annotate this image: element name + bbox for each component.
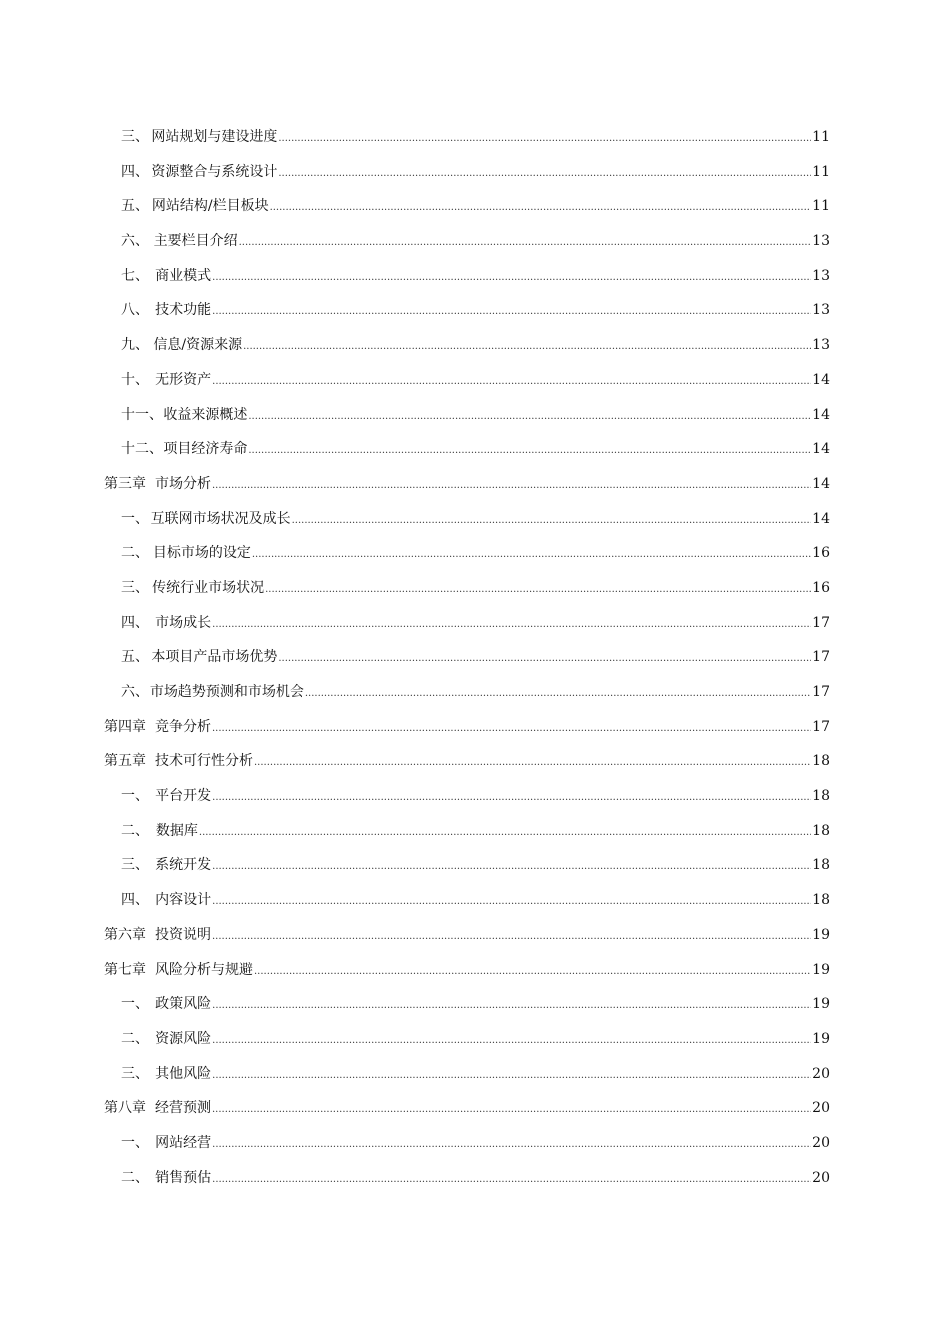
- toc-entry[interactable]: [104, 918, 830, 953]
- toc-entry-number: 十一、: [121, 406, 163, 423]
- toc-entry-page-number: 13: [812, 233, 830, 250]
- toc-dot-leader: [305, 675, 811, 712]
- toc-entry-title: 风险分析与规避: [155, 961, 253, 978]
- toc-entry-number: 十、: [121, 371, 149, 388]
- toc-entry[interactable]: [104, 987, 830, 1022]
- toc-entry-title: 互联网市场状况及成长: [150, 510, 291, 527]
- toc-entry[interactable]: [104, 1161, 830, 1196]
- toc-entry[interactable]: [104, 779, 830, 814]
- toc-entry-page-number: 17: [812, 684, 830, 700]
- toc-entry-title: 网站经营: [155, 1134, 212, 1151]
- toc-entry-title: 资源整合与系统设计: [151, 163, 278, 180]
- toc-entry-number: 一、: [121, 996, 149, 1013]
- toc-entry[interactable]: [104, 224, 830, 259]
- toc-entry-number: 第六章: [104, 926, 146, 943]
- toc-entry-title: 项目经济寿命: [163, 441, 248, 458]
- toc-dot-leader: [212, 883, 811, 920]
- toc-dot-leader: [212, 918, 811, 955]
- toc-entry-page-number: 19: [812, 961, 830, 978]
- toc-entry-title: 内容设计: [155, 892, 212, 909]
- toc-entry-number: 五、: [121, 649, 149, 666]
- toc-entry-page-number: 20: [812, 1065, 830, 1082]
- toc-entry-page-number: 20: [812, 1169, 830, 1186]
- toc-entry[interactable]: [104, 189, 830, 224]
- toc-entry-number: 一、: [121, 788, 149, 805]
- toc-entry-title: 政策风险: [155, 996, 212, 1013]
- toc-entry-title: 信息/资源来源: [153, 337, 243, 354]
- toc-entry-title: 目标市场的设定: [152, 545, 251, 562]
- toc-entry-number: 八、: [121, 302, 149, 319]
- toc-entry-number: 七、: [121, 267, 149, 284]
- toc-entry[interactable]: [104, 606, 830, 641]
- toc-entry[interactable]: [104, 710, 830, 745]
- toc-entry-title: 销售预估: [155, 1169, 212, 1186]
- toc-entry-number: 第三章: [104, 475, 146, 492]
- toc-entry[interactable]: [104, 328, 830, 363]
- toc-dot-leader: [212, 259, 811, 296]
- toc-entry-number: 一、: [121, 1134, 149, 1151]
- toc-entry-title: 数据库: [155, 822, 198, 839]
- toc-entry-page-number: 19: [812, 1030, 830, 1047]
- toc-entry[interactable]: [104, 571, 830, 606]
- toc-entry-page-number: 13: [812, 302, 830, 319]
- toc-entry-title: 网站结构/栏目板块: [151, 198, 269, 215]
- toc-entry-page-number: 16: [812, 579, 830, 596]
- toc-dot-leader: [278, 155, 811, 192]
- toc-entry-page-number: 18: [812, 788, 830, 805]
- toc-entry-number: 十二、: [121, 441, 163, 458]
- toc-entry-number: 一、: [121, 510, 149, 527]
- toc-entry-page-number: 17: [812, 649, 830, 666]
- toc-entry-number: 三、: [121, 857, 149, 874]
- toc-entry-title: 市场分析: [155, 475, 211, 492]
- toc-entry[interactable]: [104, 502, 830, 537]
- toc-entry-page-number: 19: [812, 926, 830, 943]
- toc-dot-leader: [252, 536, 811, 573]
- toc-dot-leader: [212, 1057, 811, 1094]
- toc-entry-page-number: 14: [812, 510, 830, 527]
- toc-dot-leader: [278, 120, 811, 157]
- toc-entry-number: 三、: [121, 129, 149, 145]
- toc-entry-page-number: 18: [812, 822, 830, 839]
- toc-entry-number: 二、: [121, 1030, 149, 1047]
- toc-entry-page-number: 20: [812, 1134, 830, 1151]
- toc-entry-page-number: 11: [812, 163, 830, 180]
- toc-entry-title: 主要栏目介绍: [153, 233, 238, 250]
- toc-entry[interactable]: [104, 155, 830, 190]
- toc-dot-leader: [270, 189, 812, 226]
- toc-entry-number: 第五章: [104, 753, 146, 770]
- toc-dot-leader: [254, 744, 811, 781]
- toc-entry[interactable]: [104, 293, 830, 328]
- toc-dot-leader: [248, 398, 811, 435]
- toc-entry[interactable]: [104, 953, 830, 988]
- toc-entry[interactable]: [104, 814, 830, 849]
- toc-entry-number: 第八章: [104, 1100, 146, 1117]
- toc-entry-number: 第四章: [104, 718, 146, 735]
- toc-dot-leader: [212, 363, 811, 400]
- toc-entry[interactable]: [104, 259, 830, 294]
- toc-entry-page-number: 13: [812, 337, 830, 354]
- toc-dot-leader: [212, 710, 811, 747]
- toc-entry[interactable]: [104, 1126, 830, 1161]
- toc-entry-title: 商业模式: [155, 267, 212, 284]
- toc-entry-title: 市场趋势预测和市场机会: [149, 684, 304, 700]
- toc-entry-page-number: 13: [812, 267, 830, 284]
- toc-dot-leader: [199, 814, 811, 851]
- toc-dot-leader: [278, 640, 811, 677]
- toc-entry-number: 三、: [121, 1065, 149, 1082]
- toc-entry-number: 五、: [121, 198, 149, 215]
- toc-entry-number: 四、: [121, 163, 149, 180]
- toc-entry-page-number: 19: [812, 996, 830, 1013]
- toc-entry-title: 投资说明: [155, 926, 211, 943]
- toc-entry[interactable]: [104, 1022, 830, 1057]
- toc-dot-leader: [292, 502, 812, 539]
- toc-entry[interactable]: [104, 432, 830, 467]
- toc-entry-number: 六、: [121, 233, 149, 250]
- toc-entry-title: 经营预测: [155, 1100, 211, 1117]
- toc-entry-page-number: 17: [812, 718, 830, 735]
- toc-entry[interactable]: [104, 398, 830, 433]
- toc-entry-page-number: 16: [812, 545, 830, 562]
- toc-entry-page-number: 17: [812, 614, 830, 631]
- toc-entry-number: 三、: [121, 579, 149, 596]
- toc-dot-leader: [212, 779, 811, 816]
- toc-entry-title: 竞争分析: [155, 718, 211, 735]
- toc-entry[interactable]: [104, 536, 830, 571]
- toc-entry-page-number: 18: [812, 857, 830, 874]
- toc-entry-page-number: 18: [812, 892, 830, 909]
- toc-entry-number: 九、: [121, 337, 149, 354]
- toc-entry-title: 收益来源概述: [163, 406, 248, 423]
- toc-entry[interactable]: [104, 675, 830, 710]
- toc-dot-leader: [248, 432, 811, 469]
- toc-dot-leader: [212, 293, 811, 330]
- toc-dot-leader: [212, 606, 811, 643]
- toc-entry[interactable]: [104, 640, 830, 675]
- toc-entry[interactable]: [104, 883, 830, 918]
- toc-entry-title: 资源风险: [155, 1030, 212, 1047]
- toc-dot-leader: [212, 467, 811, 504]
- toc-entry[interactable]: [104, 120, 830, 155]
- toc-entry-number: 二、: [121, 1169, 149, 1186]
- toc-entry-page-number: 20: [812, 1100, 830, 1117]
- toc-dot-leader: [243, 328, 811, 365]
- toc-entry[interactable]: [104, 1091, 830, 1126]
- toc-dot-leader: [212, 1091, 811, 1128]
- toc-entry-title: 系统开发: [155, 857, 212, 874]
- toc-entry-number: 四、: [121, 614, 149, 631]
- toc-entry-page-number: 14: [812, 406, 830, 423]
- toc-dot-leader: [239, 224, 812, 261]
- toc-entry-number: 六、: [121, 684, 149, 700]
- toc-entry[interactable]: [104, 848, 830, 883]
- toc-dot-leader: [212, 1022, 811, 1059]
- toc-entry[interactable]: [104, 1057, 830, 1092]
- toc-entry-title: 其他风险: [155, 1065, 212, 1082]
- toc-dot-leader: [212, 1126, 811, 1163]
- toc-entry-title: 网站规划与建设进度: [151, 129, 278, 145]
- toc-entry-title: 市场成长: [155, 614, 212, 631]
- toc-entry-title: 本项目产品市场优势: [151, 649, 278, 666]
- toc-entry[interactable]: [104, 744, 830, 779]
- toc-entry-number: 四、: [121, 892, 149, 909]
- toc-entry-page-number: 18: [812, 753, 830, 770]
- toc-entry-title: 技术可行性分析: [155, 753, 253, 770]
- toc-entry-page-number: 14: [812, 371, 830, 388]
- table-of-contents: [104, 120, 830, 1195]
- toc-dot-leader: [212, 848, 811, 885]
- toc-entry-page-number: 14: [812, 475, 830, 492]
- toc-entry-title: 传统行业市场状况: [152, 579, 265, 596]
- toc-dot-leader: [254, 953, 811, 990]
- toc-entry-page-number: 11: [812, 198, 830, 215]
- toc-entry-title: 技术功能: [155, 302, 212, 319]
- toc-dot-leader: [265, 571, 811, 608]
- toc-entry-page-number: 14: [812, 441, 830, 458]
- toc-entry-title: 平台开发: [155, 788, 212, 805]
- toc-entry-number: 二、: [121, 822, 149, 839]
- toc-entry-page-number: 11: [812, 129, 830, 145]
- toc-entry[interactable]: [104, 467, 830, 502]
- toc-entry-number: 二、: [121, 545, 149, 562]
- toc-entry-number: 第七章: [104, 961, 146, 978]
- toc-dot-leader: [212, 987, 811, 1024]
- toc-entry[interactable]: [104, 363, 830, 398]
- toc-dot-leader: [212, 1161, 811, 1198]
- toc-entry-title: 无形资产: [155, 371, 212, 388]
